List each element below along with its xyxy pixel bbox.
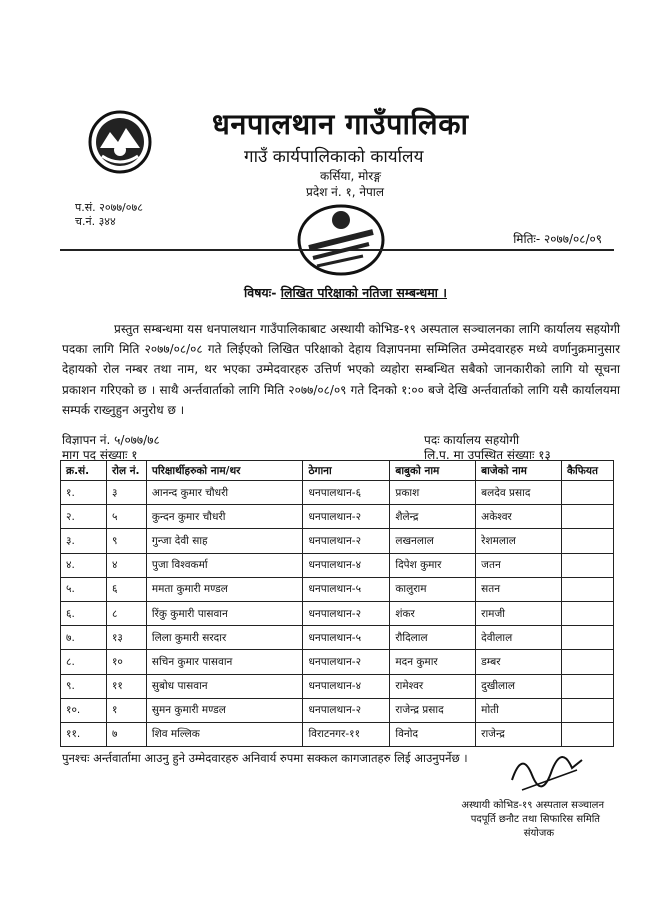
table-cell: धनपालथान-२ — [303, 505, 390, 529]
table-cell: ८. — [61, 650, 107, 674]
office-name: धनपालथान गाउँपालिका — [212, 107, 469, 141]
table-cell: विराटनगर-११ — [303, 722, 390, 746]
table-header-cell: कैफियत — [561, 461, 613, 481]
table-cell: रामजी — [476, 601, 562, 625]
table-cell: रिंकु कुमारी पासवान — [146, 601, 303, 625]
table-header-cell: रोल नं. — [106, 461, 146, 481]
table-cell: राजेन्द्र प्रसाद — [390, 698, 476, 722]
table-body — [61, 481, 614, 747]
table-cell: जतन — [476, 553, 562, 577]
table-cell: सुमन कुमारी मण्डल — [146, 698, 303, 722]
table-row — [61, 674, 614, 698]
header-divider — [60, 249, 614, 251]
table-cell: ७ — [106, 722, 146, 746]
table-row — [61, 650, 614, 674]
table-header-row — [61, 461, 614, 481]
table-cell — [561, 626, 613, 650]
table-row — [61, 601, 614, 625]
table-cell: ६ — [106, 577, 146, 601]
table-cell: ५. — [61, 577, 107, 601]
table-cell: शिव मल्लिक — [146, 722, 303, 746]
table-cell: १३ — [106, 626, 146, 650]
table-cell: रामेश्वर — [390, 674, 476, 698]
table-cell: ५ — [106, 505, 146, 529]
table-header-cell: परिक्षार्थीहरुको नाम/थर — [146, 461, 303, 481]
table-cell: ११. — [61, 722, 107, 746]
subject-text: लिखित परिक्षाको नतिजा सम्बन्धमा । — [280, 285, 448, 300]
table-cell — [561, 674, 613, 698]
table-header-cell: ठेगाना — [303, 461, 390, 481]
table-cell: राजेन्द्र — [476, 722, 562, 746]
table-cell: धनपालथान-४ — [303, 674, 390, 698]
chalani-number: च.नं. ३४४ — [75, 215, 116, 228]
table-cell: कालुराम — [390, 577, 476, 601]
table-cell: १०. — [61, 698, 107, 722]
table-cell: आनन्द कुमार चौधरी — [146, 481, 303, 505]
table-cell: धनपालथान-२ — [303, 698, 390, 722]
subject-label: विषयः- — [244, 285, 277, 300]
table-cell: ११ — [106, 674, 146, 698]
table-cell — [561, 601, 613, 625]
table-cell: ९ — [106, 529, 146, 553]
table-cell: देवीलाल — [476, 626, 562, 650]
table-row — [61, 553, 614, 577]
table-cell: ९. — [61, 674, 107, 698]
table-cell: लिला कुमारी सरदार — [146, 626, 303, 650]
table-cell: गुन्जा देवी साह — [146, 529, 303, 553]
table-cell: ७. — [61, 626, 107, 650]
table-cell: रौदिलाल — [390, 626, 476, 650]
table-cell: १० — [106, 650, 146, 674]
table-cell: ३ — [106, 481, 146, 505]
government-emblem-logo — [88, 110, 152, 174]
table-header-cell: बाजेको नाम — [476, 461, 562, 481]
advert-number: विज्ञापन नं. ५/०७७/७८ — [62, 433, 160, 447]
table-cell: पुजा विश्वकर्मा — [146, 553, 303, 577]
signatory-title: संयोजक — [523, 828, 554, 839]
table-cell: ३. — [61, 529, 107, 553]
table-cell: अकेश्वर — [476, 505, 562, 529]
office-province: प्रदेश नं. १, नेपाल — [306, 185, 385, 199]
table-cell: मोती — [476, 698, 562, 722]
table-cell: प्रकाश — [390, 481, 476, 505]
table-cell: धनपालथान-२ — [303, 529, 390, 553]
table-cell — [561, 529, 613, 553]
table-cell: विनोद — [390, 722, 476, 746]
table-cell: शंकर — [390, 601, 476, 625]
table-cell — [561, 698, 613, 722]
present-count: लि.प. मा उपस्थित संख्याः १३ — [424, 448, 551, 462]
table-cell: धनपालथान-४ — [303, 553, 390, 577]
table-row — [61, 481, 614, 505]
table-cell: धनपालथान-६ — [303, 481, 390, 505]
table-header-cell: क्र.सं. — [61, 461, 107, 481]
table-cell: ८ — [106, 601, 146, 625]
table-row — [61, 577, 614, 601]
post-name: पदः कार्यालय सहयोगी — [424, 433, 520, 447]
table-cell: शैलेन्द्र — [390, 505, 476, 529]
table-cell: सचिन कुमार पासवान — [146, 650, 303, 674]
patra-sankhya: प.सं. २०७७/०७८ — [75, 201, 143, 214]
table-cell: धनपालथान-५ — [303, 577, 390, 601]
table-cell: बलदेव प्रसाद — [476, 481, 562, 505]
table-cell: धनपालथान-५ — [303, 626, 390, 650]
table-row — [61, 529, 614, 553]
table-header-cell: बाबुको नाम — [390, 461, 476, 481]
table-cell: ४. — [61, 553, 107, 577]
table-cell: ६. — [61, 601, 107, 625]
signatory-line-2: पदपूर्ति छनौट तथा सिफारिस समिति — [470, 814, 600, 825]
table-cell: रेशमलाल — [476, 529, 562, 553]
table-cell: ममता कुमारी मण्डल — [146, 577, 303, 601]
table-cell: १. — [61, 481, 107, 505]
signatory-line-1: अस्थायी कोभिड-१९ अस्पताल सञ्चालन — [461, 800, 604, 811]
table-cell: सतन — [476, 577, 562, 601]
office-stamp — [295, 200, 387, 278]
results-table — [60, 460, 614, 747]
office-subtitle: गाउँ कार्यपालिकाको कार्यालय — [244, 147, 424, 167]
table-cell — [561, 553, 613, 577]
table-cell: ४ — [106, 553, 146, 577]
table-cell — [561, 650, 613, 674]
notice-body: प्रस्तुत सम्बन्धमा यस धनपालथान गाउँपालिकाबाट अस्थायी कोभिड-१९ अस्पताल सञ्चालनका लागि कार्यालय सहयोगी पदका लागि मिति २०७७/०८/०८ गते लिईएको लिखित परिक्षाको देहाय विज्ञापनमा सम्मिलित उम्मेदवारहरु मध्ये वर्णानुक्रमानुसार देहायको रोल नम्बर तथा नाम, थर भएका उम्मेदवारहरु उत्तिर्ण भएको व्यहोरा सम्बन्धित सबैको जानकारीको लागि यो सूचना प्रकाशन गरिएको छ । साथै अर्न्तवार्ताको लागि मिति २०७७/०८/०९ गते दिनको १:०० बजे देखि अर्न्तवार्ताको लागि यसै कार्यालयमा सम्पर्क राख्नुहुन अनुरोध छ । — [62, 322, 620, 417]
table-cell: धनपालथान-२ — [303, 601, 390, 625]
table-cell: मदन कुमार — [390, 650, 476, 674]
table-row — [61, 698, 614, 722]
letter-date: मितिः- २०७७/०८/०९ — [513, 232, 602, 246]
table-cell: सुबोध पासवान — [146, 674, 303, 698]
table-cell: धनपालथान-२ — [303, 650, 390, 674]
table-cell — [561, 577, 613, 601]
table-cell: डम्बर — [476, 650, 562, 674]
table-cell: दुखीलाल — [476, 674, 562, 698]
table-cell — [561, 505, 613, 529]
table-cell: कुन्दन कुमार चौधरी — [146, 505, 303, 529]
handwritten-signature — [502, 740, 592, 800]
table-cell — [561, 481, 613, 505]
demand-count: माग पद संख्याः १ — [62, 448, 138, 462]
table-cell: लखनलाल — [390, 529, 476, 553]
table-cell: २. — [61, 505, 107, 529]
table-row — [61, 626, 614, 650]
table-cell: दिपेश कुमार — [390, 553, 476, 577]
postscript-note: पुनश्चः अर्न्तवार्तामा आउनु हुने उम्मेदवारहरु अनिवार्य रुपमा सक्कल कागजातहरु लिई आउनुपर्नेछ । — [62, 751, 468, 765]
table-row — [61, 505, 614, 529]
table-cell: १ — [106, 698, 146, 722]
office-location: कर्सिया, मोरङ्ग — [320, 169, 381, 183]
subject-line — [244, 284, 447, 301]
